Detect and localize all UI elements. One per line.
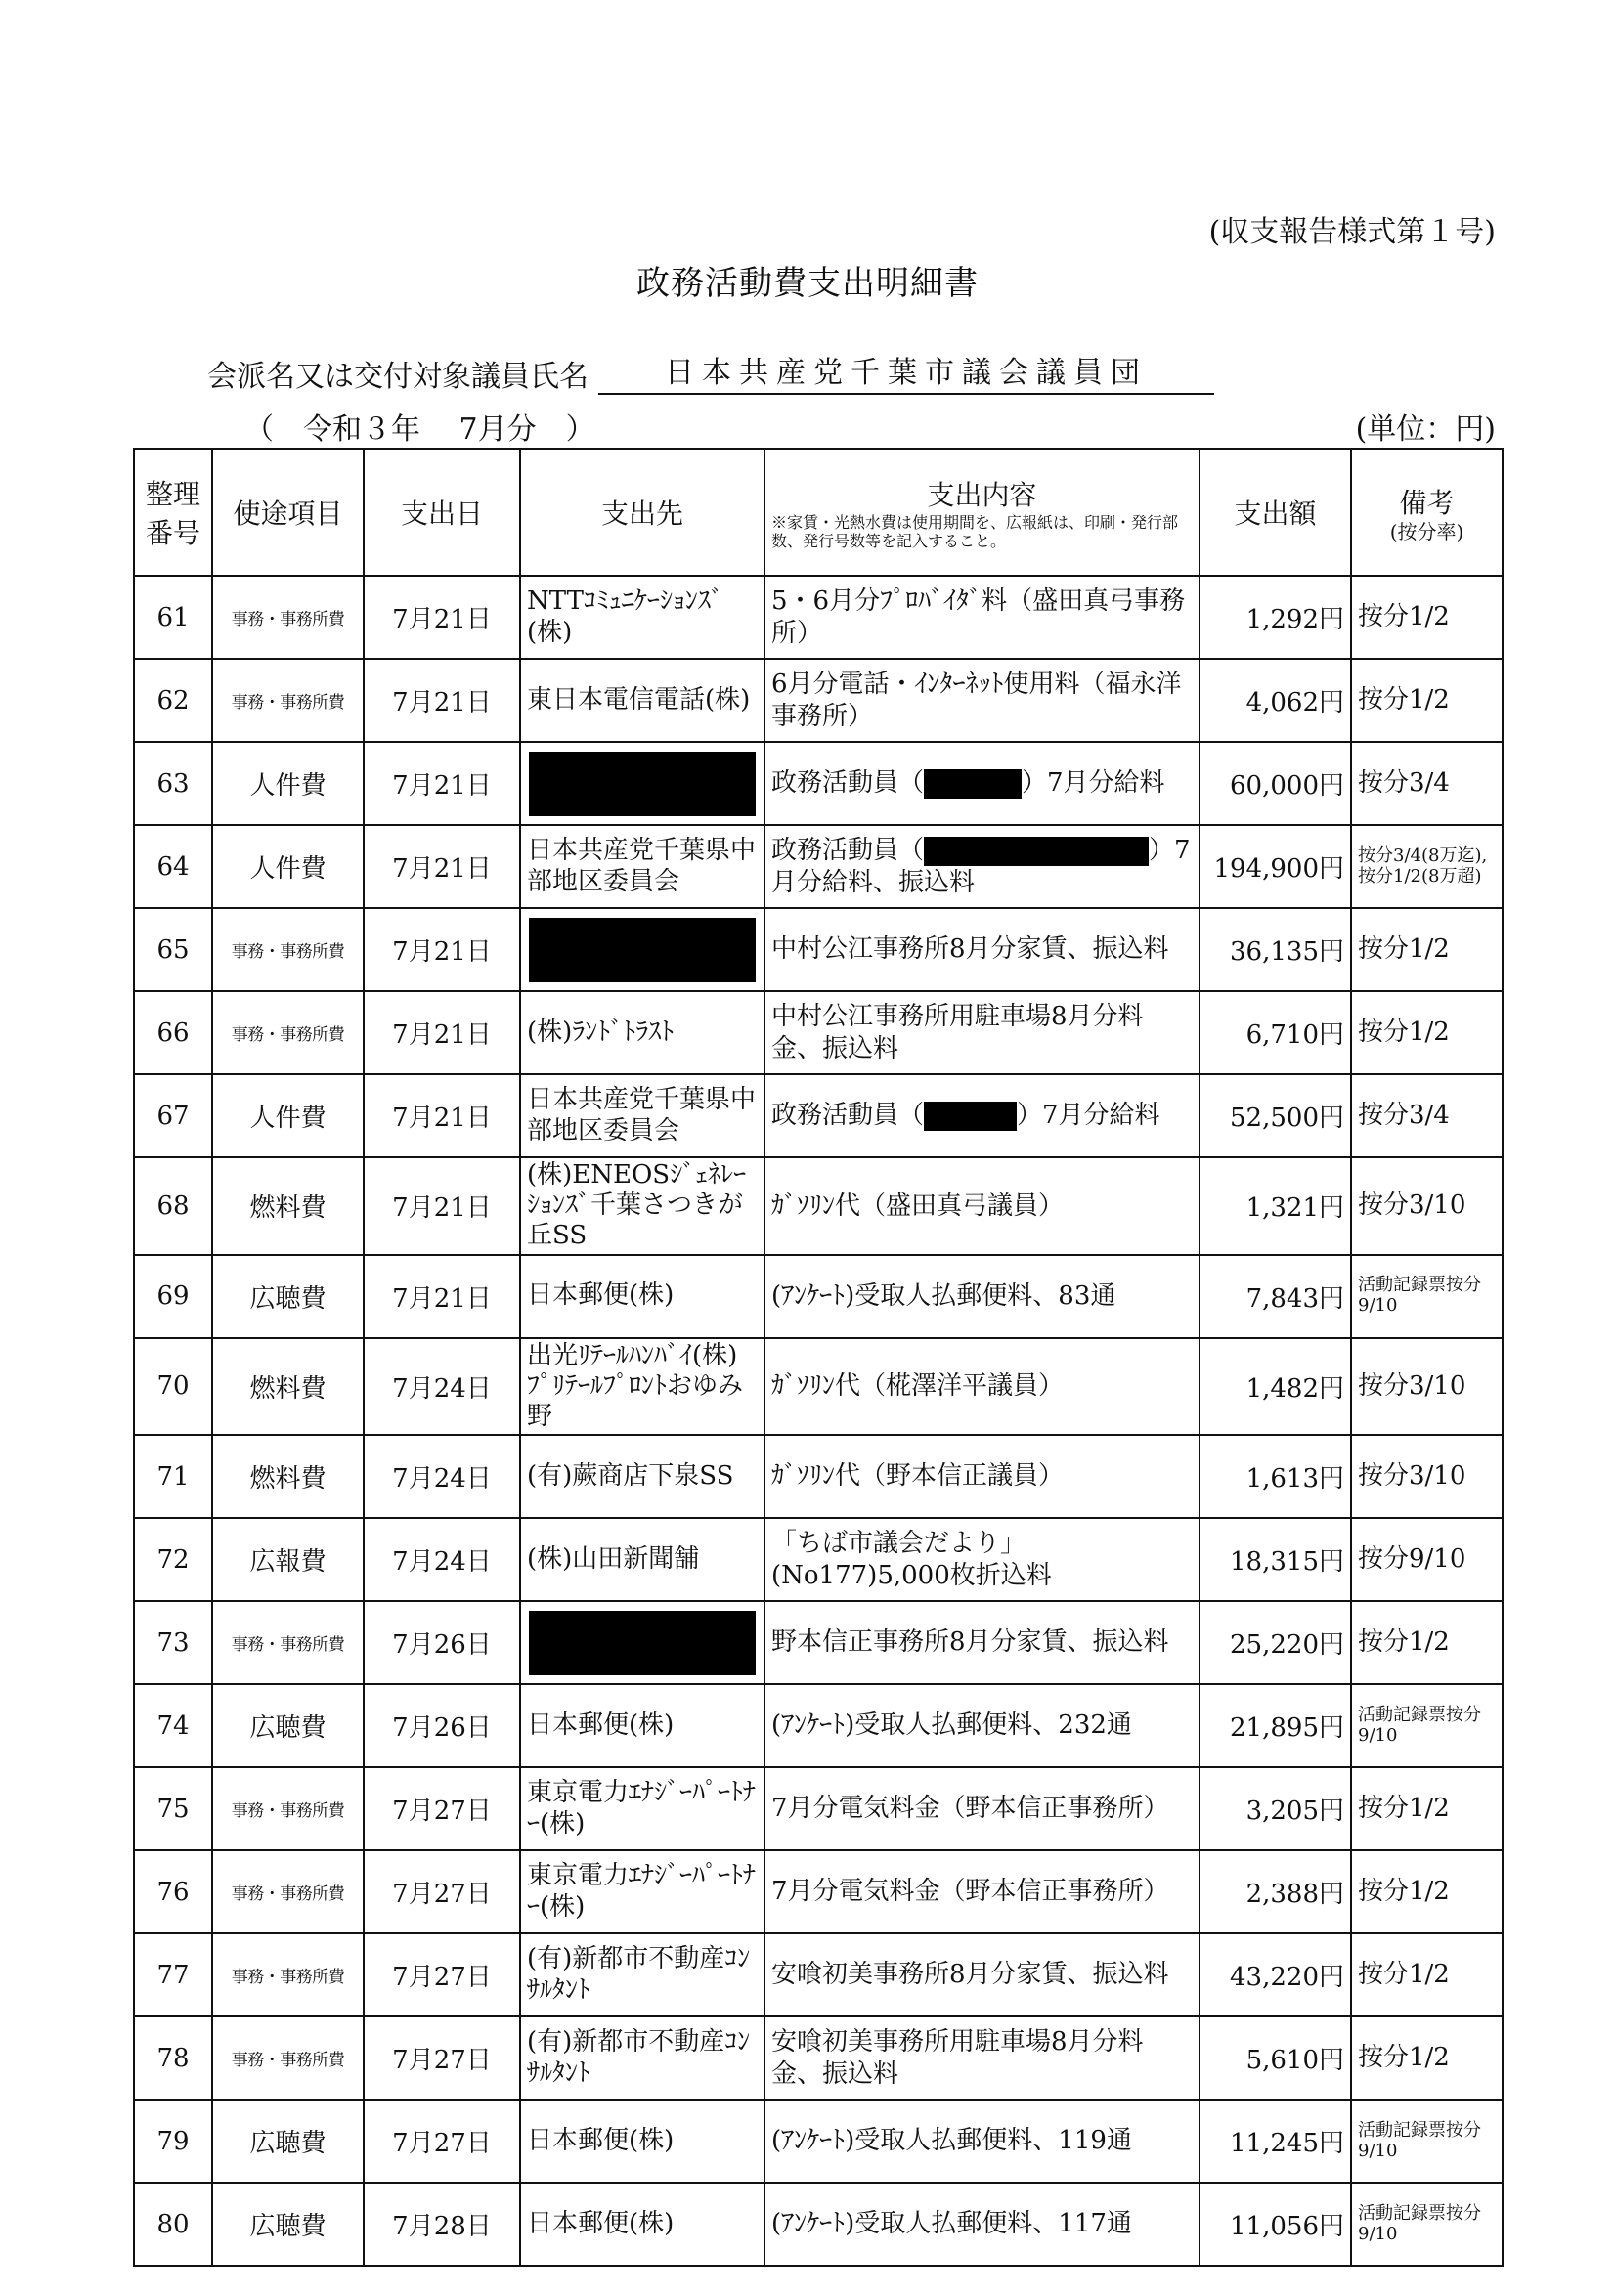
cell-detail: 7月分電気料金（野本信正事務所） — [764, 1767, 1200, 1850]
cell-payee: (有)蕨商店下泉SS — [520, 1435, 764, 1518]
expense-table — [133, 448, 1504, 2267]
cell-date: 7月21日 — [364, 1255, 520, 1338]
cell-detail: (ｱﾝｹｰﾄ)受取人払郵便料、83通 — [764, 1255, 1200, 1338]
cell-category: 人件費 — [212, 825, 364, 908]
redaction-block — [529, 1611, 756, 1675]
cell-detail: 安喰初美事務所用駐車場8月分料金、振込料 — [764, 2016, 1200, 2100]
header-detail-label: 支出内容 — [927, 478, 1037, 511]
unit-label: (単位：円) — [1355, 412, 1496, 447]
cell-amount: 43,220円 — [1200, 1933, 1351, 2016]
cell-remarks: 按分3/10 — [1351, 1157, 1503, 1255]
cell-remarks: 按分1/2 — [1351, 908, 1503, 991]
cell-amount: 6,710円 — [1200, 991, 1351, 1074]
cell-remarks: 按分1/2 — [1351, 1933, 1503, 2016]
cell-category: 人件費 — [212, 1074, 364, 1157]
table-row — [134, 991, 1503, 1074]
table-row — [134, 1601, 1503, 1684]
cell-no: 75 — [134, 1767, 212, 1850]
cell-remarks: 活動記録票按分9/10 — [1351, 1684, 1503, 1767]
cell-amount: 36,135円 — [1200, 908, 1351, 991]
cell-no: 67 — [134, 1074, 212, 1157]
cell-remarks: 按分9/10 — [1351, 1518, 1503, 1601]
header-remarks-label: 備考 — [1399, 486, 1455, 519]
cell-amount: 2,388円 — [1200, 1850, 1351, 1933]
cell-payee: 日本共産党千葉県中部地区委員会 — [520, 825, 764, 908]
header-payee: 支出先 — [520, 449, 764, 576]
cell-date: 7月27日 — [364, 1850, 520, 1933]
cell-detail: 中村公江事務所用駐車場8月分料金、振込料 — [764, 991, 1200, 1074]
cell-amount: 194,900円 — [1200, 825, 1351, 908]
header-detail-note: ※家賃・光熱水費は使用期間を、広報紙は、印刷・発行部数、発行号数等を記入すること。 — [771, 512, 1179, 550]
cell-category: 事務・事務所費 — [212, 991, 364, 1074]
cell-no: 66 — [134, 991, 212, 1074]
cell-remarks: 活動記録票按分9/10 — [1351, 2183, 1503, 2266]
redaction-block — [529, 752, 756, 816]
cell-remarks: 按分1/2 — [1351, 659, 1503, 742]
cell-date: 7月21日 — [364, 659, 520, 742]
cell-remarks: 按分1/2 — [1351, 576, 1503, 659]
cell-date: 7月24日 — [364, 1338, 520, 1436]
document-title: 政務活動費支出明細書 — [636, 264, 979, 303]
cell-amount: 4,062円 — [1200, 659, 1351, 742]
cell-remarks: 按分3/4 — [1351, 1074, 1503, 1157]
cell-amount: 18,315円 — [1200, 1518, 1351, 1601]
cell-detail: 7月分電気料金（野本信正事務所） — [764, 1850, 1200, 1933]
table-row — [134, 2100, 1503, 2183]
cell-date: 7月21日 — [364, 576, 520, 659]
cell-category: 人件費 — [212, 742, 364, 825]
cell-category: 事務・事務所費 — [212, 1933, 364, 2016]
table-row — [134, 2183, 1503, 2266]
cell-date: 7月24日 — [364, 1435, 520, 1518]
cell-no: 74 — [134, 1684, 212, 1767]
table-header-row — [134, 449, 1503, 576]
cell-detail: (ｱﾝｹｰﾄ)受取人払郵便料、232通 — [764, 1684, 1200, 1767]
cell-amount: 11,056円 — [1200, 2183, 1351, 2266]
cell-remarks: 按分1/2 — [1351, 1850, 1503, 1933]
cell-amount: 11,245円 — [1200, 2100, 1351, 2183]
cell-date: 7月28日 — [364, 2183, 520, 2266]
cell-date: 7月21日 — [364, 991, 520, 1074]
cell-payee: 東京電力ｴﾅｼﾞｰﾊﾟｰﾄﾅｰ(株) — [520, 1767, 764, 1850]
cell-remarks: 按分1/2 — [1351, 1601, 1503, 1684]
table-row — [134, 659, 1503, 742]
header-remarks-sub: (按分率) — [1389, 519, 1464, 543]
cell-detail: 6月分電話・ｲﾝﾀｰﾈｯﾄ使用料（福永洋事務所） — [764, 659, 1200, 742]
cell-payee: 出光ﾘﾃｰﾙﾊﾝﾊﾞｲ(株)ﾌﾟﾘﾃｰﾙﾌﾟﾛﾝﾄおゆみ野 — [520, 1338, 764, 1436]
cell-remarks: 活動記録票按分9/10 — [1351, 1255, 1503, 1338]
cell-payee: 日本郵便(株) — [520, 2183, 764, 2266]
detail-suffix: ）7月分給料 — [1022, 768, 1165, 799]
cell-detail: 「ちば市議会だより」(No177)5,000枚折込料 — [764, 1518, 1200, 1601]
reporting-period: （ 令和３年 7月分 ） — [244, 412, 595, 447]
cell-payee — [520, 908, 764, 991]
cell-detail: ｶﾞｿﾘﾝ代（椛澤洋平議員） — [764, 1338, 1200, 1436]
cell-date: 7月26日 — [364, 1684, 520, 1767]
cell-amount: 25,220円 — [1200, 1601, 1351, 1684]
cell-no: 69 — [134, 1255, 212, 1338]
cell-detail: 安喰初美事務所8月分家賃、振込料 — [764, 1933, 1200, 2016]
cell-no: 79 — [134, 2100, 212, 2183]
cell-payee — [520, 1601, 764, 1684]
cell-date: 7月21日 — [364, 1157, 520, 1255]
cell-detail: (ｱﾝｹｰﾄ)受取人払郵便料、117通 — [764, 2183, 1200, 2266]
cell-date: 7月27日 — [364, 1767, 520, 1850]
cell-detail: 野本信正事務所8月分家賃、振込料 — [764, 1601, 1200, 1684]
table-row — [134, 1933, 1503, 2016]
header-no: 整理番号 — [134, 449, 212, 576]
cell-date: 7月21日 — [364, 1074, 520, 1157]
cell-detail — [764, 825, 1200, 908]
cell-amount: 21,895円 — [1200, 1684, 1351, 1767]
cell-category: 広聴費 — [212, 2183, 364, 2266]
table-row — [134, 908, 1503, 991]
cell-no: 61 — [134, 576, 212, 659]
table-row — [134, 1518, 1503, 1601]
cell-amount: 5,610円 — [1200, 2016, 1351, 2100]
cell-date: 7月27日 — [364, 1933, 520, 2016]
cell-no: 72 — [134, 1518, 212, 1601]
cell-remarks: 按分3/10 — [1351, 1338, 1503, 1436]
cell-detail: ｶﾞｿﾘﾝ代（盛田真弓議員） — [764, 1157, 1200, 1255]
cell-category: 事務・事務所費 — [212, 1601, 364, 1684]
cell-amount: 1,613円 — [1200, 1435, 1351, 1518]
cell-payee: 日本郵便(株) — [520, 2100, 764, 2183]
cell-detail: 5・6月分ﾌﾟﾛﾊﾞｲﾀﾞ料（盛田真弓事務所） — [764, 576, 1200, 659]
detail-suffix: ）7月分給料、振込料 — [771, 836, 1191, 897]
cell-payee: 東京電力ｴﾅｼﾞｰﾊﾟｰﾄﾅｰ(株) — [520, 1850, 764, 1933]
cell-detail: (ｱﾝｹｰﾄ)受取人払郵便料、119通 — [764, 2100, 1200, 2183]
cell-no: 71 — [134, 1435, 212, 1518]
cell-amount: 1,292円 — [1200, 576, 1351, 659]
cell-no: 78 — [134, 2016, 212, 2100]
cell-detail — [764, 742, 1200, 825]
table-row — [134, 1074, 1503, 1157]
cell-payee: NTTｺﾐｭﾆｹｰｼｮﾝｽﾞ(株) — [520, 576, 764, 659]
cell-remarks: 按分3/4 — [1351, 742, 1503, 825]
cell-payee: 東日本電信電話(株) — [520, 659, 764, 742]
detail-prefix: 政務活動員（ — [771, 768, 925, 799]
cell-amount: 3,205円 — [1200, 1767, 1351, 1850]
cell-category: 事務・事務所費 — [212, 2016, 364, 2100]
cell-payee: 日本郵便(株) — [520, 1684, 764, 1767]
cell-no: 65 — [134, 908, 212, 991]
cell-detail: 中村公江事務所8月分家賃、振込料 — [764, 908, 1200, 991]
cell-amount: 7,843円 — [1200, 1255, 1351, 1338]
cell-payee: 日本郵便(株) — [520, 1255, 764, 1338]
table-row — [134, 825, 1503, 908]
cell-remarks: 活動記録票按分9/10 — [1351, 2100, 1503, 2183]
cell-remarks: 按分1/2 — [1351, 991, 1503, 1074]
cell-category: 事務・事務所費 — [212, 576, 364, 659]
header-date: 支出日 — [364, 449, 520, 576]
cell-remarks: 按分3/10 — [1351, 1435, 1503, 1518]
cell-no: 68 — [134, 1157, 212, 1255]
table-row — [134, 2016, 1503, 2100]
cell-remarks: 按分1/2 — [1351, 2016, 1503, 2100]
header-category: 使途項目 — [212, 449, 364, 576]
cell-payee: (株)ENEOSｼﾞｪﾈﾚｰｼｮﾝｽﾞ千葉さつきが丘SS — [520, 1157, 764, 1255]
table-row — [134, 1338, 1503, 1436]
cell-no: 70 — [134, 1338, 212, 1436]
cell-date: 7月24日 — [364, 1518, 520, 1601]
table-row — [134, 1684, 1503, 1767]
cell-payee: (有)新都市不動産ｺﾝｻﾙﾀﾝﾄ — [520, 2016, 764, 2100]
cell-category: 広聴費 — [212, 1684, 364, 1767]
cell-category: 広報費 — [212, 1518, 364, 1601]
cell-date: 7月27日 — [364, 2100, 520, 2183]
cell-category: 広聴費 — [212, 1255, 364, 1338]
header-amount: 支出額 — [1200, 449, 1351, 576]
cell-payee: (株)ﾗﾝﾄﾞﾄﾗｽﾄ — [520, 991, 764, 1074]
detail-prefix: 政務活動員（ — [771, 1101, 925, 1131]
table-row — [134, 576, 1503, 659]
cell-no: 77 — [134, 1933, 212, 2016]
table-row — [134, 1850, 1503, 1933]
cell-no: 63 — [134, 742, 212, 825]
group-name-label: 会派名又は交付対象議員氏名 — [207, 360, 589, 394]
cell-category: 事務・事務所費 — [212, 908, 364, 991]
cell-date: 7月21日 — [364, 908, 520, 991]
cell-category: 広聴費 — [212, 2100, 364, 2183]
cell-no: 76 — [134, 1850, 212, 1933]
cell-date: 7月21日 — [364, 825, 520, 908]
table-row — [134, 1767, 1503, 1850]
table-row — [134, 1157, 1503, 1255]
detail-prefix: 政務活動員（ — [771, 836, 925, 865]
cell-date: 7月21日 — [364, 742, 520, 825]
cell-payee — [520, 742, 764, 825]
cell-category: 事務・事務所費 — [212, 659, 364, 742]
table-row — [134, 1255, 1503, 1338]
detail-suffix: ）7月分給料 — [1017, 1101, 1160, 1131]
form-number: (収支報告様式第１号) — [1208, 215, 1496, 249]
table-row — [134, 742, 1503, 825]
cell-payee: (株)山田新聞舗 — [520, 1518, 764, 1601]
cell-remarks: 按分1/2 — [1351, 1767, 1503, 1850]
cell-date: 7月27日 — [364, 2016, 520, 2100]
cell-payee: (有)新都市不動産ｺﾝｻﾙﾀﾝﾄ — [520, 1933, 764, 2016]
cell-remarks: 按分3/4(8万迄),按分1/2(8万超) — [1351, 825, 1503, 908]
cell-category: 事務・事務所費 — [212, 1767, 364, 1850]
redaction-block — [529, 918, 756, 982]
header-detail — [764, 449, 1200, 576]
cell-amount: 52,500円 — [1200, 1074, 1351, 1157]
cell-detail: ｶﾞｿﾘﾝ代（野本信正議員） — [764, 1435, 1200, 1518]
cell-payee: 日本共産党千葉県中部地区委員会 — [520, 1074, 764, 1157]
redaction-inline — [924, 1102, 1017, 1131]
cell-date: 7月26日 — [364, 1601, 520, 1684]
group-name-value: 日本共産党千葉市議会議員団 — [598, 348, 1214, 395]
redaction-inline — [924, 769, 1022, 799]
cell-no: 80 — [134, 2183, 212, 2266]
cell-category: 燃料費 — [212, 1157, 364, 1255]
header-remarks — [1351, 449, 1503, 576]
cell-amount: 1,482円 — [1200, 1338, 1351, 1436]
cell-no: 73 — [134, 1601, 212, 1684]
group-name-row — [207, 350, 1214, 395]
cell-category: 燃料費 — [212, 1338, 364, 1436]
table-row — [134, 1435, 1503, 1518]
cell-category: 燃料費 — [212, 1435, 364, 1518]
cell-no: 62 — [134, 659, 212, 742]
cell-amount: 60,000円 — [1200, 742, 1351, 825]
redaction-inline — [924, 837, 1149, 866]
cell-detail — [764, 1074, 1200, 1157]
cell-no: 64 — [134, 825, 212, 908]
cell-category: 事務・事務所費 — [212, 1850, 364, 1933]
cell-amount: 1,321円 — [1200, 1157, 1351, 1255]
